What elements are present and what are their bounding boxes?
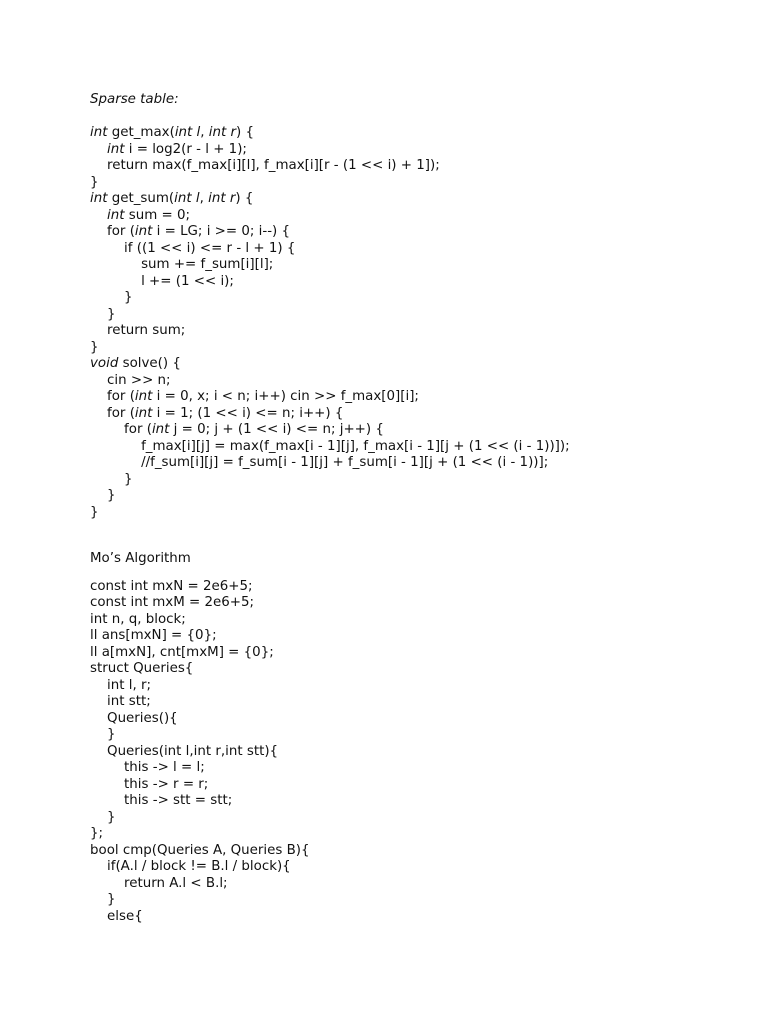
code-text: l += (1 << i); [90,273,234,289]
code-line [90,826,728,843]
code-text: int l, r; [90,677,151,693]
code-text: get_max( [107,125,175,140]
code-line [90,760,728,777]
code-text: this -> r = r; [90,776,209,792]
code-line [90,422,728,439]
code-line [90,290,728,307]
code-text: else{ [90,908,143,924]
code-line [90,257,728,274]
code-keyword: int [134,224,153,239]
code-text [90,208,107,223]
code-line [90,208,728,225]
code-text: int n, q, block; [90,611,186,627]
code-keyword: int r [208,125,236,140]
code-keyword: int [107,207,125,223]
sparse-table-code [90,125,728,521]
code-keyword: int [107,141,125,157]
code-text: return sum; [90,323,186,338]
code-line [90,859,728,876]
code-text: return max(f_max[i][l], f_max[i][r - (1 << i) + 1]); [90,158,440,173]
code-text: } [90,727,116,742]
code-keyword: int r [208,191,236,206]
code-text: return A.l < B.l; [90,875,228,891]
code-text: for ( [90,422,152,437]
code-line [90,274,728,291]
code-line [90,678,728,695]
code-line [90,224,728,241]
code-text: } [90,488,116,503]
code-text: } [90,809,116,825]
mo-algorithm-code [90,579,728,926]
code-line [90,323,728,340]
mo-algorithm-heading: Mo’s Algorithm [90,551,191,566]
code-text: //f_sum[i][j] = f_sum[i - 1][j] + f_sum[i - 1][j + (1 << (i - 1))]; [90,455,549,470]
code-text: int stt; [90,694,151,709]
code-keyword: int [90,125,108,140]
code-line [90,191,728,208]
code-line [90,661,728,678]
code-line [90,793,728,810]
code-line [90,711,728,728]
code-line [90,892,728,909]
code-text: i = LG; i >= 0; i--) { [152,224,291,239]
code-text: ) { [236,125,255,140]
code-text: i = log2(r - l + 1); [124,141,247,157]
code-text: ) { [235,191,254,206]
code-text: } [90,306,116,322]
code-keyword: int [134,405,153,421]
code-text: }; [90,826,104,841]
code-line [90,125,728,142]
code-line [90,727,728,744]
code-text: } [90,504,99,520]
code-text: const int mxN = 2e6+5; [90,578,253,594]
mo-algorithm-section [90,551,728,925]
code-line [90,373,728,390]
code-text: if ((1 << i) <= r - l + 1) { [90,240,296,256]
code-line [90,340,728,357]
code-text: } [90,174,99,190]
code-line [90,645,728,662]
code-text: , [200,125,209,140]
code-line [90,909,728,926]
code-line [90,694,728,711]
code-keyword: int l [174,191,200,206]
code-text: Queries(int l,int r,int stt){ [90,743,279,759]
code-keyword: int l [174,125,201,140]
code-line [90,876,728,893]
code-text: f_max[i][j] = max(f_max[i - 1][j], f_max[i - 1][j + (1 << (i - 1))]); [90,438,570,454]
sparse-table-heading: Sparse table: [90,92,179,107]
code-text: get_sum( [107,191,175,206]
code-text: i = 1; (1 << i) <= n; i++) { [152,405,344,421]
code-line [90,612,728,629]
code-text: this -> stt = stt; [90,793,233,808]
code-line [90,505,728,522]
code-keyword: int [134,389,153,404]
code-text: sum += f_sum[i][l]; [90,257,274,272]
code-text: for ( [90,224,135,239]
code-line [90,158,728,175]
code-line [90,356,728,373]
code-text: i = 0, x; i < n; i++) cin >> f_max[0][i]; [152,389,419,404]
code-text: } [90,471,133,487]
code-line [90,439,728,456]
code-text: struct Queries{ [90,661,194,676]
code-line [90,843,728,860]
code-line [90,389,728,406]
code-keyword: int [151,422,170,437]
code-text: sum = 0; [124,207,191,223]
code-text: } [90,892,116,907]
code-line [90,579,728,596]
code-text: for ( [90,405,135,421]
code-line [90,628,728,645]
code-keyword: int [90,191,108,206]
code-line [90,777,728,794]
code-text: } [90,339,99,355]
code-line [90,307,728,324]
code-line [90,241,728,258]
code-text: , [199,191,209,206]
code-text: ll a[mxN], cnt[mxM] = {0}; [90,644,274,660]
code-text: ll ans[mxN] = {0}; [90,628,217,643]
code-text: } [90,290,133,305]
code-line [90,406,728,423]
code-text: if(A.l / block != B.l / block){ [90,859,291,874]
code-text: const int mxM = 2e6+5; [90,595,255,610]
code-text: Queries(){ [90,710,178,726]
code-text: bool cmp(Queries A, Queries B){ [90,842,310,858]
code-line [90,595,728,612]
code-text: cin >> n; [90,372,171,388]
code-text: for ( [90,389,135,404]
sparse-table-section [90,92,728,521]
code-line [90,744,728,761]
code-keyword: void [90,356,119,371]
code-line [90,175,728,192]
code-line [90,488,728,505]
code-line [90,472,728,489]
code-line [90,142,728,159]
code-text: solve() { [118,356,181,371]
code-text [90,142,107,157]
code-text: this -> l = l; [90,760,205,775]
code-text: j = 0; j + (1 << i) <= n; j++) { [169,422,384,437]
code-line [90,455,728,472]
code-line [90,810,728,827]
